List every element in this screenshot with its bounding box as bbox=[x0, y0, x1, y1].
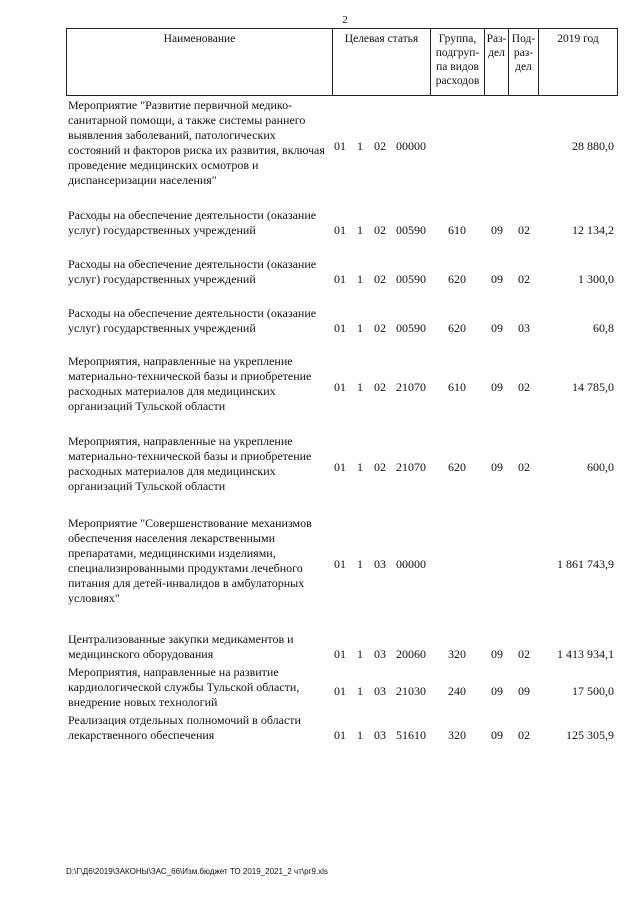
row-c3: 02 bbox=[374, 272, 386, 286]
row-c1: 01 bbox=[334, 380, 346, 394]
row-c4: 21070 bbox=[396, 460, 426, 474]
row-c4: 00590 bbox=[396, 321, 426, 335]
row-subsection: 02 bbox=[518, 647, 530, 661]
row-group: 610 bbox=[448, 223, 466, 237]
row-c2: 1 bbox=[357, 139, 363, 153]
row-section: 09 bbox=[491, 647, 503, 661]
header-section: Раз- дел bbox=[484, 29, 508, 95]
row-c2: 1 bbox=[357, 380, 363, 394]
row-c2: 1 bbox=[357, 557, 363, 571]
row-name: Мероприятия, направленные на укрепление материально-технической базы и приобретение расходных материалов для медицинских организаций Тульской области bbox=[68, 354, 312, 413]
row-amount: 12 134,2 bbox=[572, 223, 614, 237]
row-name: Расходы на обеспечение деятельности (оказание услуг) государственных учреждений bbox=[68, 208, 317, 237]
row-name: Централизованные закупки медикаментов и медицинского оборудования bbox=[68, 632, 294, 661]
row-subsection: 02 bbox=[518, 728, 530, 742]
row-subsection: 03 bbox=[518, 321, 530, 335]
row-c3: 02 bbox=[374, 139, 386, 153]
table-row bbox=[0, 713, 640, 743]
row-c1: 01 bbox=[334, 647, 346, 661]
table-row bbox=[0, 434, 640, 494]
row-c3: 02 bbox=[374, 321, 386, 335]
table-row bbox=[0, 516, 640, 606]
table-header bbox=[66, 28, 618, 96]
row-c1: 01 bbox=[334, 728, 346, 742]
header-group: Группа, подгруп- па видов расходов bbox=[430, 29, 484, 95]
header-name: Наименование bbox=[66, 29, 332, 95]
row-c3: 03 bbox=[374, 684, 386, 698]
row-section: 09 bbox=[491, 460, 503, 474]
row-name: Мероприятия, направленные на развитие кардиологической службы Тульской области, внедрение новых технологий bbox=[68, 665, 300, 709]
table-row bbox=[0, 665, 640, 710]
row-amount: 600,0 bbox=[587, 460, 614, 474]
row-section: 09 bbox=[491, 272, 503, 286]
row-c4: 00000 bbox=[396, 139, 426, 153]
row-section: 09 bbox=[491, 728, 503, 742]
row-subsection: 02 bbox=[518, 460, 530, 474]
row-group: 620 bbox=[448, 272, 466, 286]
row-c2: 1 bbox=[357, 728, 363, 742]
row-section: 09 bbox=[491, 380, 503, 394]
table-row bbox=[0, 257, 640, 287]
row-c4: 21070 bbox=[396, 380, 426, 394]
file-path-footer: D:\Г\Д6\2019\ЗАКОНЫ\ЗАС_66\Изм.бюджет ТО 2019_2021_2 чт\рг9.xls bbox=[66, 867, 328, 876]
row-amount: 14 785,0 bbox=[572, 380, 614, 394]
row-c4: 20060 bbox=[396, 647, 426, 661]
row-group: 620 bbox=[448, 460, 466, 474]
row-c4: 51610 bbox=[396, 728, 426, 742]
row-name: Мероприятия, направленные на укрепление материально-технической базы и приобретение расходных материалов для медицинских организаций Тульской области bbox=[68, 434, 312, 493]
row-c3: 03 bbox=[374, 647, 386, 661]
row-c3: 03 bbox=[374, 557, 386, 571]
row-subsection: 02 bbox=[518, 272, 530, 286]
row-c1: 01 bbox=[334, 684, 346, 698]
header-target: Целевая статья bbox=[332, 29, 430, 95]
row-c2: 1 bbox=[357, 460, 363, 474]
row-section: 09 bbox=[491, 223, 503, 237]
row-amount: 28 880,0 bbox=[572, 139, 614, 153]
row-amount: 60,8 bbox=[593, 321, 614, 335]
header-year: 2019 год bbox=[538, 29, 618, 95]
row-group: 320 bbox=[448, 728, 466, 742]
row-name: Мероприятие "Совершенствование механизмов обеспечения населения лекарственными препаратами, медицинскими изделиями, специализированными продуктами лечебного питания для детей-инвалидов в амбулаторных условиях" bbox=[68, 516, 312, 605]
row-c4: 21030 bbox=[396, 684, 426, 698]
row-amount: 1 413 934,1 bbox=[557, 647, 614, 661]
table-row bbox=[0, 632, 640, 662]
row-amount: 1 300,0 bbox=[578, 272, 614, 286]
row-section: 09 bbox=[491, 321, 503, 335]
row-section: 09 bbox=[491, 684, 503, 698]
row-c4: 00590 bbox=[396, 223, 426, 237]
row-name: Мероприятие "Развитие первичной медико-санитарной помощи, а также системы раннего выявления заболеваний, патологических состояний и факторов риска их развития, включая проведение медицинских осмотров и диспансеризации населения" bbox=[68, 98, 325, 187]
row-c1: 01 bbox=[334, 223, 346, 237]
row-c2: 1 bbox=[357, 647, 363, 661]
row-c3: 02 bbox=[374, 460, 386, 474]
row-group: 620 bbox=[448, 321, 466, 335]
row-amount: 125 305,9 bbox=[566, 728, 614, 742]
row-subsection: 02 bbox=[518, 380, 530, 394]
row-amount: 1 861 743,9 bbox=[557, 557, 614, 571]
row-group: 240 bbox=[448, 684, 466, 698]
table-row bbox=[0, 208, 640, 238]
row-c2: 1 bbox=[357, 272, 363, 286]
row-c2: 1 bbox=[357, 321, 363, 335]
row-c1: 01 bbox=[334, 139, 346, 153]
row-c3: 03 bbox=[374, 728, 386, 742]
page-number: 2 bbox=[342, 14, 348, 26]
row-c3: 02 bbox=[374, 223, 386, 237]
row-c4: 00590 bbox=[396, 272, 426, 286]
row-c2: 1 bbox=[357, 223, 363, 237]
row-c2: 1 bbox=[357, 684, 363, 698]
row-name: Расходы на обеспечение деятельности (оказание услуг) государственных учреждений bbox=[68, 306, 317, 335]
row-group: 610 bbox=[448, 380, 466, 394]
row-c1: 01 bbox=[334, 272, 346, 286]
table-row bbox=[0, 354, 640, 414]
table-row bbox=[0, 98, 640, 188]
row-c1: 01 bbox=[334, 321, 346, 335]
row-c3: 02 bbox=[374, 380, 386, 394]
row-subsection: 02 bbox=[518, 223, 530, 237]
header-subsection: Под- раз- дел bbox=[508, 29, 538, 95]
row-subsection: 09 bbox=[518, 684, 530, 698]
row-c4: 00000 bbox=[396, 557, 426, 571]
row-c1: 01 bbox=[334, 557, 346, 571]
table-row bbox=[0, 306, 640, 336]
row-group: 320 bbox=[448, 647, 466, 661]
row-name: Реализация отдельных полномочий в области лекарственного обеспечения bbox=[68, 713, 301, 742]
row-amount: 17 500,0 bbox=[572, 684, 614, 698]
row-name: Расходы на обеспечение деятельности (оказание услуг) государственных учреждений bbox=[68, 257, 317, 286]
row-c1: 01 bbox=[334, 460, 346, 474]
